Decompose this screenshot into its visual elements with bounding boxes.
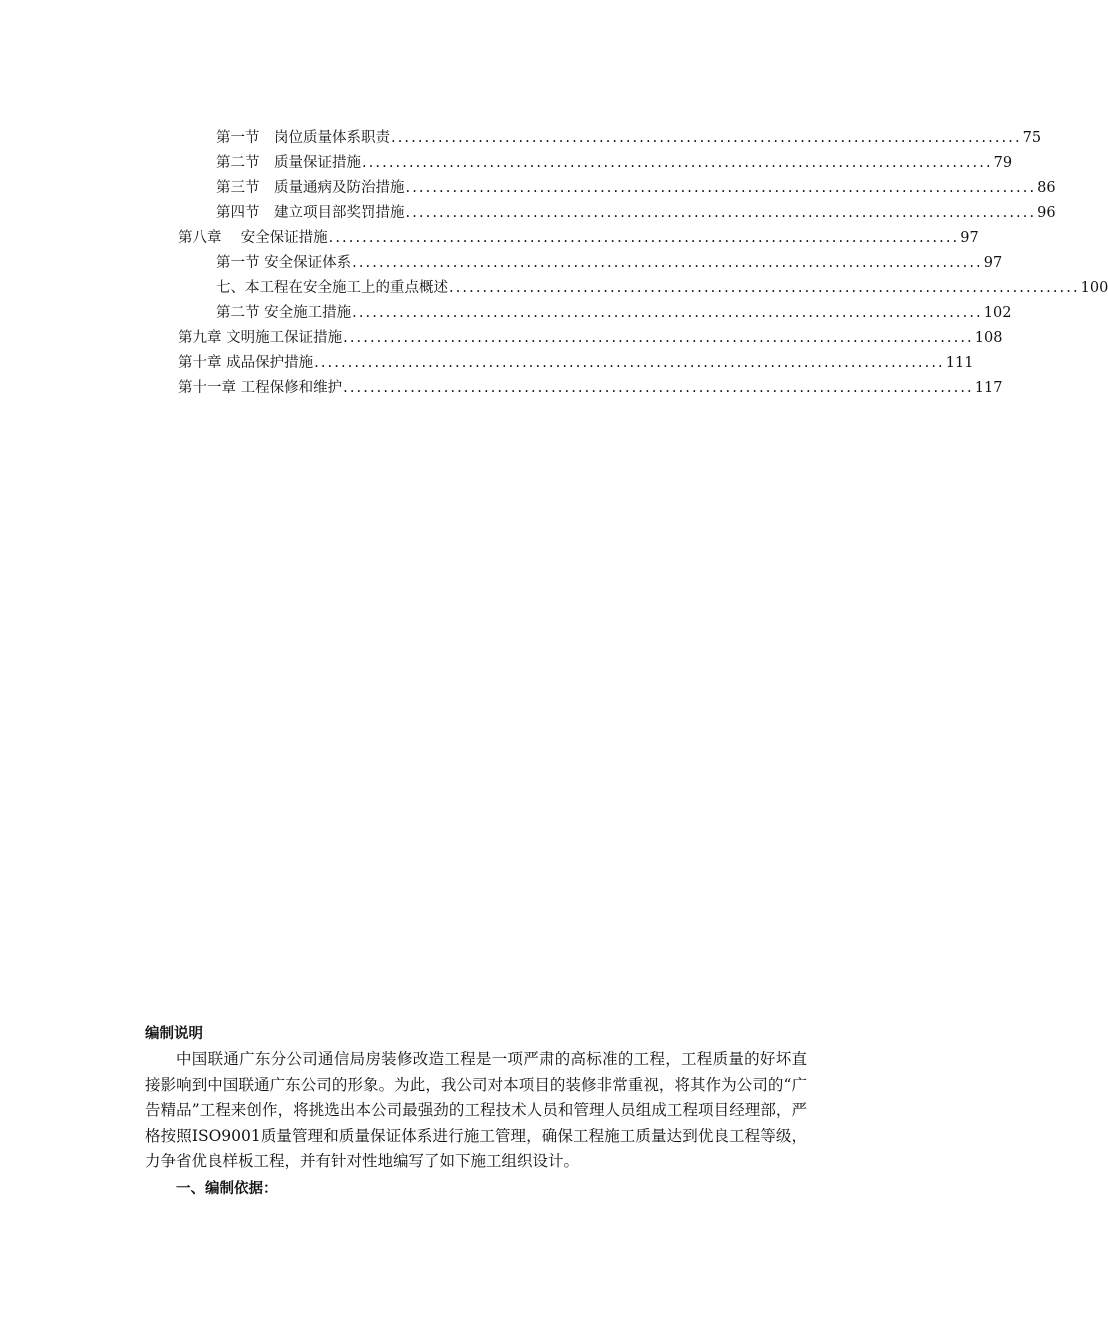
toc-entry[interactable] xyxy=(178,327,1003,349)
toc-entry-page: 96 xyxy=(1037,205,1056,221)
toc-leader-dots: .............................................................................................. xyxy=(343,330,974,346)
toc-entry[interactable] xyxy=(178,352,974,374)
toc-entry[interactable] xyxy=(216,277,1108,299)
toc-entry-label: 第二节 安全施工措施 xyxy=(216,305,352,321)
toc-entry-page: 117 xyxy=(974,380,1003,396)
toc-entry[interactable] xyxy=(216,177,1056,199)
toc-entry[interactable] xyxy=(178,227,979,249)
toc-entry-page: 111 xyxy=(945,355,974,371)
toc-leader-dots: .............................................................................................. xyxy=(343,380,974,396)
toc-entry-page: 79 xyxy=(993,155,1013,171)
toc-entry-label: 第一节 岗位质量体系职责 xyxy=(216,130,390,146)
toc-entry[interactable] xyxy=(216,152,1013,174)
toc-leader-dots: .............................................................................................. xyxy=(391,130,1022,146)
toc-entry-label: 第三节 质量通病及防治措施 xyxy=(216,180,405,196)
toc-entry[interactable] xyxy=(216,252,1003,274)
preparation-notes-section xyxy=(145,1022,807,1202)
toc-leader-dots: .............................................................................................. xyxy=(405,180,1037,196)
toc-entry[interactable] xyxy=(216,302,1012,324)
toc-leader-dots: .............................................................................................. xyxy=(362,155,993,171)
toc-entry-page: 102 xyxy=(983,305,1012,321)
toc-leader-dots: .............................................................................................. xyxy=(449,280,1080,296)
toc-entry-label: 第八章 安全保证措施 xyxy=(178,230,328,246)
toc-entry-page: 108 xyxy=(974,330,1003,346)
toc-entry-label: 第二节 质量保证措施 xyxy=(216,155,361,171)
toc-entry[interactable] xyxy=(178,377,1003,399)
toc-entry-page: 86 xyxy=(1037,180,1056,196)
toc-leader-dots: .............................................................................................. xyxy=(352,255,983,271)
section-paragraph: 中国联通广东分公司通信局房装修改造工程是一项严肃的高标准的工程，工程质量的好坏直接影响到中国联通广东公司的形象。为此，我公司对本项目的装修非常重视，将其作为公司的“广告精品”工程来创作，将挑选出本公司最强劲的工程技术人员和管理人员组成工程项目经理部，严格按照ISO9001质量管理和质量保证体系进行施工管理，确保工程施工质量达到优良工程等级，力争省优良样板工程，并有针对性地编写了如下施工组织设计。 xyxy=(145,1050,807,1170)
toc-entry[interactable] xyxy=(216,127,1042,149)
toc-leader-dots: .............................................................................................. xyxy=(405,205,1037,221)
toc-entry-label: 第十章 成品保护措施 xyxy=(178,355,314,371)
toc-entry-label: 七、本工程在安全施工上的重点概述 xyxy=(216,280,448,296)
toc-entry-page: 75 xyxy=(1022,130,1042,146)
toc-entry-label: 第一节 安全保证体系 xyxy=(216,255,352,271)
toc-entry-page: 97 xyxy=(960,230,979,246)
toc-leader-dots: .............................................................................................. xyxy=(314,355,945,371)
toc-leader-dots: .............................................................................................. xyxy=(328,230,960,246)
toc-entry-label: 第十一章 工程保修和维护 xyxy=(178,380,343,396)
toc-entry[interactable] xyxy=(216,202,1056,224)
toc-entry-label: 第九章 文明施工保证措施 xyxy=(178,330,343,346)
toc-leader-dots: .............................................................................................. xyxy=(352,305,983,321)
section-heading: 编制说明 xyxy=(145,1026,203,1042)
toc-entry-page: 100 xyxy=(1080,280,1108,296)
toc-entry-page: 97 xyxy=(983,255,1003,271)
toc-entry-label: 第四节 建立项目部奖罚措施 xyxy=(216,205,405,221)
section-subheading: 一、编制依据： xyxy=(176,1180,278,1197)
